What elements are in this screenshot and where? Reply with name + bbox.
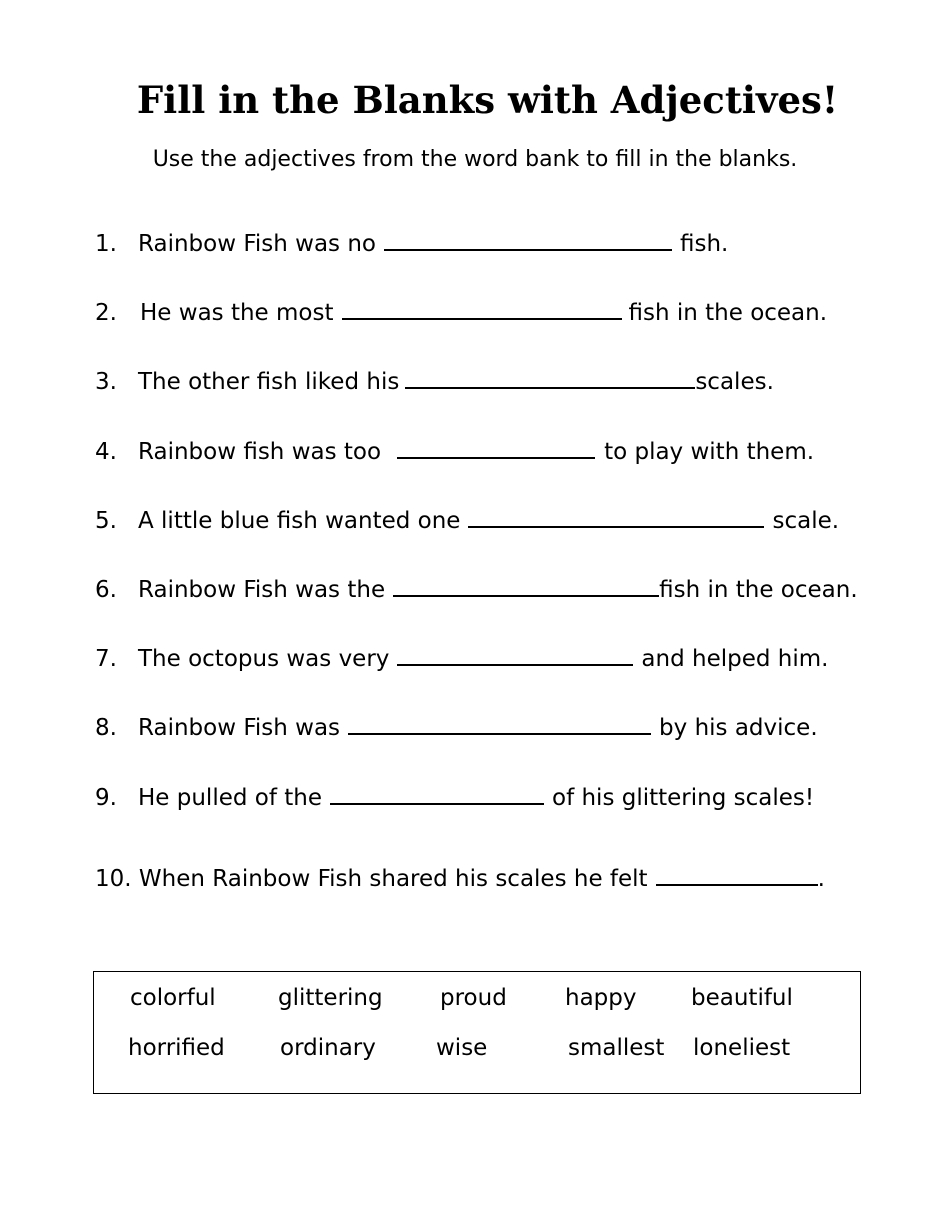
sentence-8	[95, 713, 818, 743]
word-bank-word: happy	[565, 985, 637, 1011]
sentence-text-after: .	[817, 866, 825, 892]
sentence-text-after: scale.	[772, 508, 840, 534]
sentence-text-after: to play with them.	[604, 439, 815, 465]
sentence-number: 2.	[95, 300, 117, 326]
sentence-text-before: The octopus was very	[138, 646, 390, 672]
sentence-text-before: Rainbow Fish was the	[138, 577, 386, 603]
answer-blank[interactable]	[468, 506, 764, 528]
answer-blank[interactable]	[405, 367, 695, 389]
sentence-text-before: He pulled of the	[138, 785, 322, 811]
answer-blank[interactable]	[348, 713, 651, 735]
sentence-text-after: scales.	[695, 369, 774, 395]
sentence-number: 6.	[95, 577, 117, 603]
sentence-text-before: A little blue fish wanted one	[138, 508, 461, 534]
sentence-text-before: The other fish liked his	[138, 369, 400, 395]
sentence-6	[95, 575, 858, 605]
word-bank-word: ordinary	[280, 1035, 376, 1061]
sentence-3	[95, 367, 774, 397]
sentence-text-before: Rainbow Fish was no	[138, 231, 376, 257]
answer-blank[interactable]	[342, 298, 622, 320]
sentence-number: 10.	[95, 866, 132, 892]
sentence-5	[95, 506, 839, 536]
sentence-number: 9.	[95, 785, 117, 811]
sentence-4	[95, 437, 814, 467]
sentence-text-before: Rainbow fish was too	[138, 439, 382, 465]
worksheet-instructions: Use the adjectives from the word bank to fill in the blanks.	[152, 147, 798, 172]
word-bank-word: smallest	[568, 1035, 665, 1061]
sentence-text-after: by his advice.	[659, 715, 818, 741]
word-bank	[93, 971, 861, 1094]
sentence-number: 5.	[95, 508, 117, 534]
sentence-7	[95, 644, 828, 674]
sentence-2	[95, 298, 827, 328]
answer-blank[interactable]	[397, 437, 595, 459]
answer-blank[interactable]	[397, 644, 633, 666]
word-bank-word: glittering	[278, 985, 383, 1011]
answer-blank[interactable]	[384, 229, 672, 251]
sentence-text-after: fish.	[680, 231, 729, 257]
sentence-text-after: of his glittering scales!	[552, 785, 815, 811]
sentence-number: 4.	[95, 439, 117, 465]
sentence-number: 8.	[95, 715, 117, 741]
answer-blank[interactable]	[393, 575, 659, 597]
word-bank-word: beautiful	[691, 985, 793, 1011]
sentence-10	[95, 864, 825, 894]
word-bank-word: loneliest	[693, 1035, 791, 1061]
answer-blank[interactable]	[330, 783, 544, 805]
sentence-number: 3.	[95, 369, 117, 395]
worksheet-title: Fill in the Blanks with Adjectives!	[136, 78, 839, 122]
word-bank-word: wise	[436, 1035, 488, 1061]
sentence-text-before: Rainbow Fish was	[138, 715, 341, 741]
sentence-text-before: When Rainbow Fish shared his scales he felt	[138, 866, 648, 892]
sentence-number: 1.	[95, 231, 117, 257]
word-bank-word: proud	[440, 985, 507, 1011]
answer-blank[interactable]	[656, 864, 818, 886]
word-bank-word: colorful	[130, 985, 216, 1011]
sentence-number: 7.	[95, 646, 117, 672]
sentence-text-after: fish in the ocean.	[628, 300, 828, 326]
word-bank-word: horrified	[128, 1035, 225, 1061]
sentence-9	[95, 783, 814, 813]
sentence-text-after: fish in the ocean.	[659, 577, 858, 603]
sentence-text-after: and helped him.	[641, 646, 829, 672]
sentence-text-before: He was the most	[140, 300, 334, 326]
sentence-1	[95, 229, 728, 259]
